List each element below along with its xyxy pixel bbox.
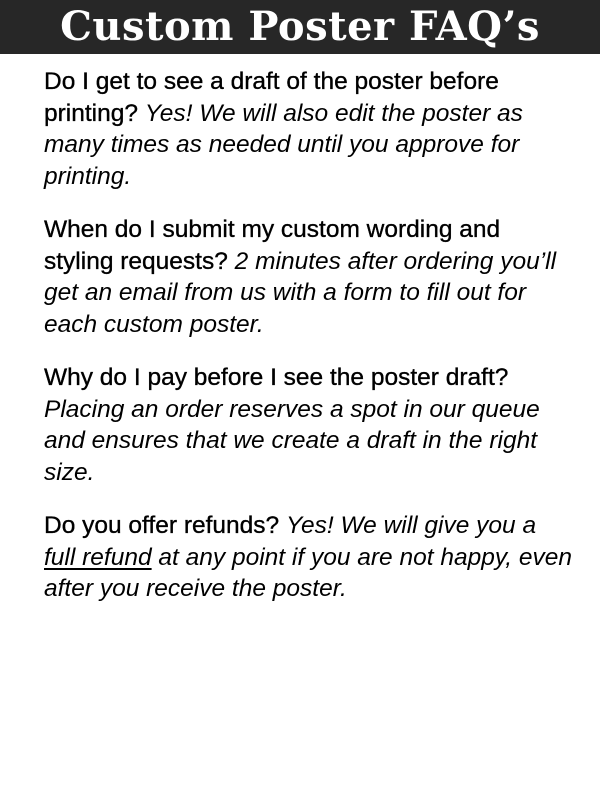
- faq-answer-text: at any point if you are not happy, even after you receive the poster.: [44, 543, 573, 602]
- faq-list: [44, 66, 574, 627]
- faq-answer: Yes! We will also edit the poster as many times as needed until you approve for printing.: [44, 99, 523, 190]
- faq-item-draft: [44, 66, 574, 192]
- faq-question: Do I get to see a draft of the poster before printing?: [44, 68, 499, 127]
- faq-question: Do you offer refunds?: [44, 512, 280, 539]
- faq-answer: Placing an order reserves a spot in our queue and ensures that we create a draft in the right size.: [44, 395, 540, 486]
- faq-answer-text: Yes! We will give you a: [285, 512, 537, 539]
- header-banner: [0, 0, 600, 54]
- full-refund-text: full refund: [44, 543, 152, 571]
- faq-item-pay-before: [44, 362, 574, 488]
- faq-question: When do I submit my custom wording and styling requests?: [44, 216, 501, 275]
- page-title: Custom Poster FAQ’s: [60, 3, 540, 50]
- faq-answer: 2 minutes after ordering you’ll get an email from us with a form to fill out for each custom poster.: [44, 247, 557, 338]
- faq-item-refunds: [44, 510, 574, 605]
- faq-question: Why do I pay before I see the poster draft?: [44, 364, 509, 391]
- faq-item-submit-requests: [44, 214, 574, 340]
